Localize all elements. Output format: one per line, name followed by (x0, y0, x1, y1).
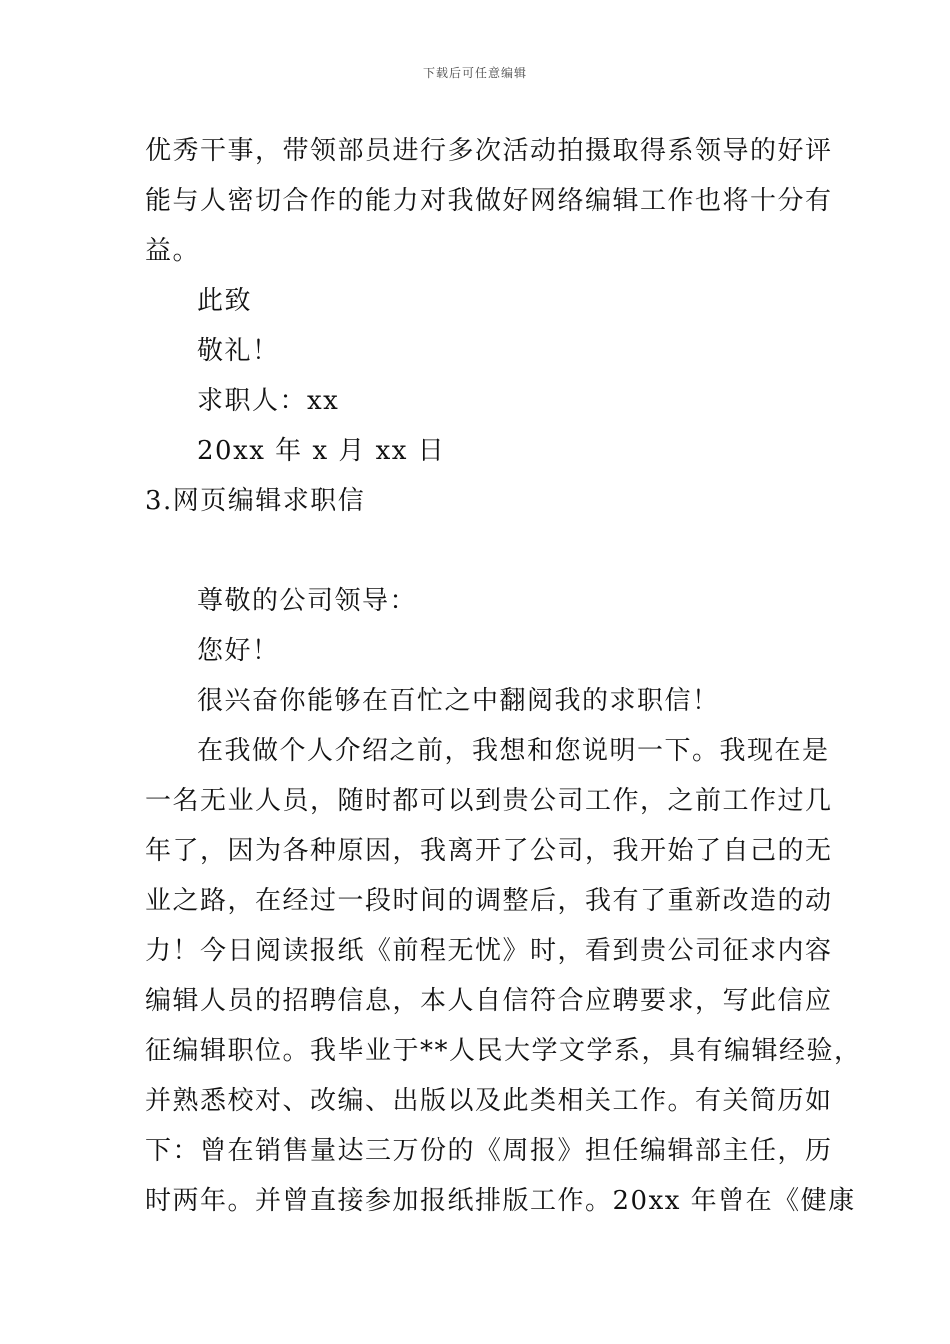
signature-date: 20xx 年 x 月 xx 日 (197, 436, 446, 466)
signature-applicant: 求职人：xx (197, 386, 340, 416)
paragraph-line: 优秀干事，带领部员进行多次活动拍摄取得系领导的好评 (145, 136, 833, 166)
paragraph-line: 能与人密切合作的能力对我做好网络编辑工作也将十分有 (145, 186, 833, 216)
greeting-hello: 您好！ (197, 636, 280, 666)
paragraph-line: 年了，因为各种原因，我离开了公司，我开始了自己的无 (145, 836, 833, 866)
closing-salutation: 此致 (197, 286, 253, 316)
section-heading: 3.网页编辑求职信 (145, 486, 366, 516)
paragraph-line: 在我做个人介绍之前，我想和您说明一下。我现在是 (197, 736, 830, 766)
paragraph-line: 编辑人员的招聘信息，本人自信符合应聘要求，写此信应 (145, 986, 833, 1016)
paragraph-line: 业之路，在经过一段时间的调整后，我有了重新改造的动 (145, 886, 833, 916)
paragraph-line: 很兴奋你能够在百忙之中翻阅我的求职信！ (197, 686, 720, 716)
document-body (145, 126, 862, 1226)
paragraph-line: 益。 (145, 236, 201, 266)
paragraph-line: 力！今日阅读报纸《前程无忧》时，看到贵公司征求内容 (145, 936, 833, 966)
closing-regards: 敬礼！ (197, 336, 280, 366)
paragraph-line: 一名无业人员，随时都可以到贵公司工作，之前工作过几 (145, 786, 833, 816)
paragraph-line: 并熟悉校对、改编、出版以及此类相关工作。有关简历如 (145, 1086, 833, 1116)
paragraph-line: 征编辑职位。我毕业于**人民大学文学系，具有编辑经验， (145, 1036, 862, 1066)
page-header: 下载后可任意编辑 (422, 66, 527, 80)
paragraph-line: 时两年。并曾直接参加报纸排版工作。20xx 年曾在《健康 (145, 1186, 856, 1216)
spacer (145, 526, 810, 576)
greeting-recipient: 尊敬的公司领导： (197, 586, 418, 616)
paragraph-line: 下：曾在销售量达三万份的《周报》担任编辑部主任，历 (145, 1136, 833, 1166)
